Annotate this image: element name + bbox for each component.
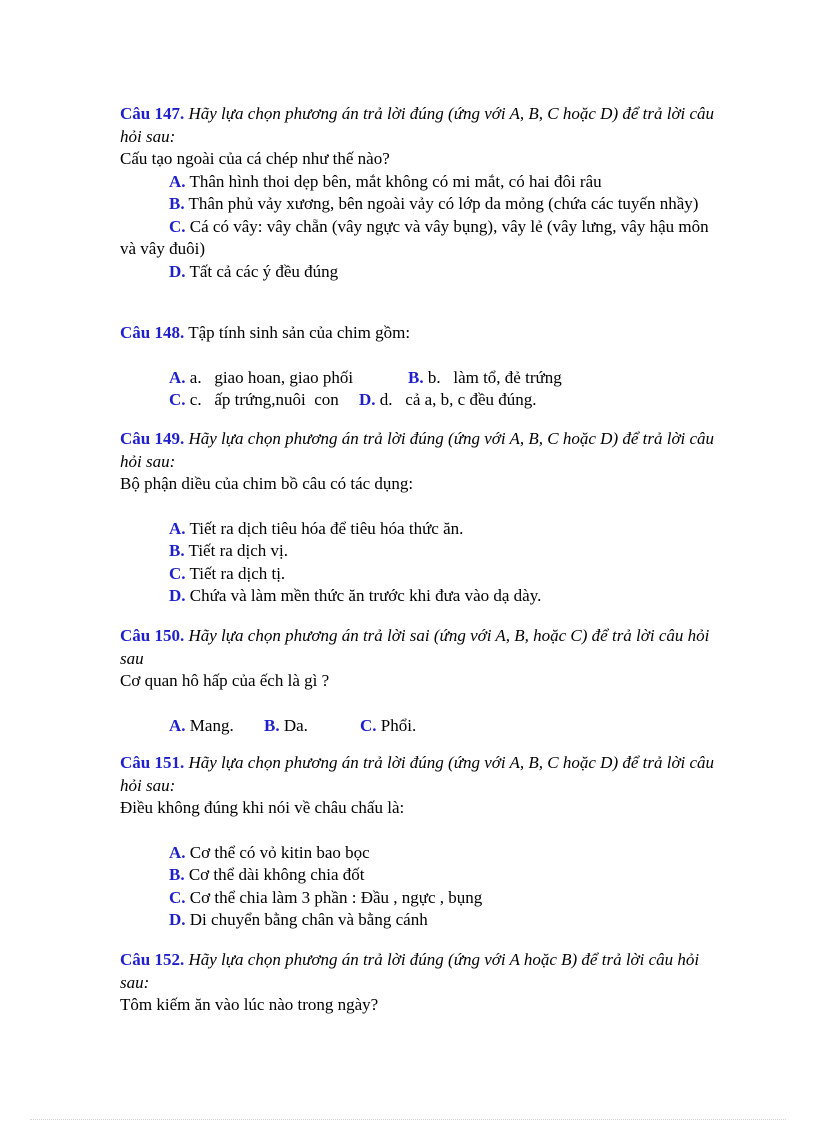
question-instruction: Hãy lựa chọn phương án trả lời sai (ứng với A, B, hoặc C) để trả lời câu hỏi sau bbox=[120, 626, 710, 668]
option-letter: C. bbox=[360, 715, 377, 735]
option-letter: A. bbox=[169, 715, 186, 735]
page-bottom-border bbox=[30, 1119, 786, 1120]
option-text: Da. bbox=[283, 715, 308, 735]
question-number: Câu 147. bbox=[120, 104, 185, 123]
question-stem: Cấu tạo ngoài của cá chép như thế nào? bbox=[120, 149, 390, 168]
question-stem: Tập tính sinh sản của chim gồm: bbox=[188, 323, 411, 342]
question-147 bbox=[120, 103, 720, 283]
option-text: Cơ thể chia làm 3 phần : Đầu , ngực , bụng bbox=[189, 887, 483, 907]
question-148 bbox=[120, 322, 720, 412]
option-text: Cá có vây: vây chẵn (vây ngực và vây bụng), vây lẻ (vây lưng, vây hậu môn và vây đuôi) bbox=[120, 216, 709, 258]
option-a bbox=[120, 171, 720, 194]
option-text: Tiết ra dịch tị. bbox=[189, 563, 286, 583]
option-letter: D. bbox=[169, 586, 186, 605]
question-instruction: Hãy lựa chọn phương án trả lời đúng (ứng với A, B, C hoặc D) để trả lời câu hỏi sau: bbox=[120, 429, 715, 471]
option-a bbox=[120, 518, 720, 541]
option-d bbox=[120, 585, 720, 608]
option-letter: B. bbox=[169, 865, 185, 884]
question-152 bbox=[120, 949, 720, 1017]
question-number: Câu 148. bbox=[120, 323, 185, 342]
option-letter: B. bbox=[169, 194, 185, 213]
question-number: Câu 151. bbox=[120, 753, 185, 772]
option-text: Thân phủ vảy xương, bên ngoài vảy có lớp da mỏng (chứa các tuyến nhầy) bbox=[188, 194, 699, 213]
option-text: a. giao hoan, giao phối bbox=[189, 367, 354, 387]
question-instruction: Hãy lựa chọn phương án trả lời đúng (ứng với A, B, C hoặc D) để trả lời câu hỏi sau: bbox=[120, 753, 715, 795]
question-instruction: Hãy lựa chọn phương án trả lời đúng (ứng với A, B, C hoặc D) để trả lời câu hỏi sau: bbox=[120, 104, 715, 146]
option-letter: B. bbox=[264, 715, 280, 735]
options-row-1 bbox=[120, 367, 720, 390]
option-text: Thân hình thoi dẹp bên, mắt không có mi mắt, có hai đôi râu bbox=[189, 171, 602, 191]
question-stem: Điều không đúng khi nói về châu chấu là: bbox=[120, 798, 405, 817]
option-letter: C. bbox=[169, 390, 186, 409]
option-text: Cơ thể có vỏ kitin bao bọc bbox=[189, 842, 370, 862]
option-b bbox=[408, 367, 562, 390]
option-text: Mang. bbox=[189, 715, 234, 735]
question-149 bbox=[120, 428, 720, 608]
option-text: Di chuyển bằng chân và bằng cánh bbox=[189, 910, 428, 929]
option-letter: D. bbox=[169, 261, 186, 281]
option-letter: B. bbox=[408, 367, 424, 387]
option-text: d. cả a, b, c đều đúng. bbox=[379, 390, 537, 409]
question-instruction: Hãy lựa chọn phương án trả lời đúng (ứng với A hoặc B) để trả lời câu hỏi sau: bbox=[120, 950, 700, 992]
option-a bbox=[169, 367, 408, 390]
option-text: c. ấp trứng,nuôi con bbox=[189, 390, 339, 409]
option-a bbox=[120, 842, 720, 865]
question-number: Câu 150. bbox=[120, 626, 185, 645]
option-letter: B. bbox=[169, 541, 185, 560]
option-letter: C. bbox=[169, 216, 186, 236]
option-letter: A. bbox=[169, 171, 186, 191]
question-151 bbox=[120, 752, 720, 932]
option-letter: A. bbox=[169, 367, 186, 387]
option-letter: D. bbox=[169, 910, 186, 929]
option-letter: A. bbox=[169, 842, 186, 862]
question-number: Câu 149. bbox=[120, 429, 185, 448]
option-text: Tiết ra dịch vị. bbox=[188, 541, 289, 560]
option-b bbox=[120, 864, 720, 887]
option-d bbox=[120, 909, 720, 932]
option-c bbox=[120, 216, 720, 261]
question-number: Câu 152. bbox=[120, 950, 185, 969]
option-b bbox=[264, 715, 360, 738]
question-150 bbox=[120, 625, 720, 737]
option-c bbox=[169, 389, 359, 412]
option-letter: A. bbox=[169, 518, 186, 538]
option-letter: D. bbox=[359, 390, 376, 409]
question-stem: Cơ quan hô hấp của ếch là gì ? bbox=[120, 671, 330, 690]
option-text: Tiết ra dịch tiêu hóa để tiêu hóa thức ăn. bbox=[189, 518, 464, 538]
option-b bbox=[120, 540, 720, 563]
option-d bbox=[359, 389, 537, 412]
option-c bbox=[120, 887, 720, 910]
question-stem: Tôm kiếm ăn vào lúc nào trong ngày? bbox=[120, 995, 379, 1014]
option-letter: C. bbox=[169, 887, 186, 907]
option-d bbox=[120, 261, 720, 284]
options-row bbox=[120, 715, 720, 738]
option-a bbox=[169, 715, 264, 738]
option-text: Chứa và làm mền thức ăn trước khi đưa vào dạ dày. bbox=[189, 586, 542, 605]
option-text: Phổi. bbox=[380, 715, 417, 735]
option-text: Tất cả các ý đều đúng bbox=[189, 261, 339, 281]
option-letter: C. bbox=[169, 563, 186, 583]
option-c bbox=[120, 563, 720, 586]
options-row-2 bbox=[120, 389, 720, 412]
option-text: Cơ thể dài không chia đốt bbox=[188, 865, 365, 884]
question-stem: Bộ phận diều của chim bồ câu có tác dụng: bbox=[120, 474, 414, 493]
option-text: b. làm tổ, đẻ trứng bbox=[427, 367, 562, 387]
option-c bbox=[360, 715, 416, 738]
option-b bbox=[120, 193, 720, 216]
